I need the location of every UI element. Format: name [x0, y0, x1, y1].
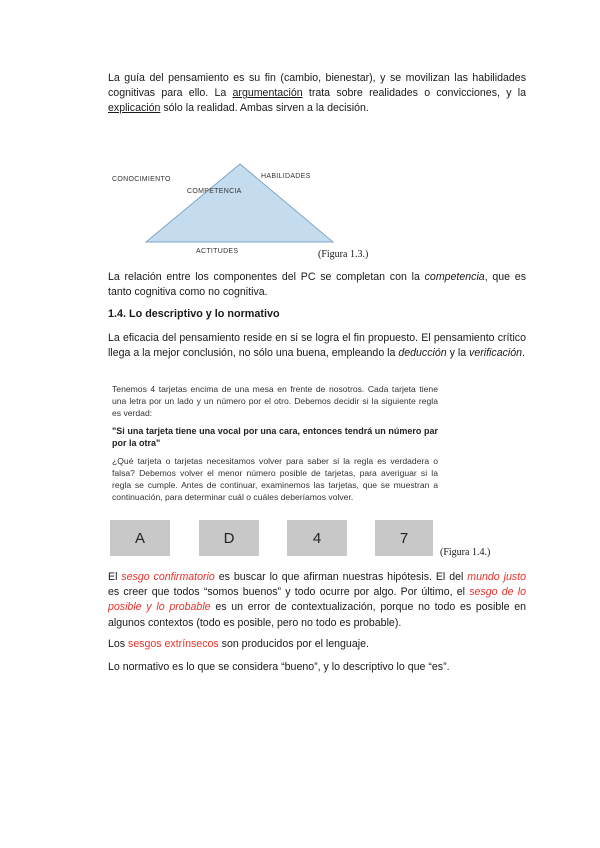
- card-a: A: [110, 520, 170, 556]
- figure-caption-1-3: (Figura 1.3.): [318, 249, 369, 260]
- term-sesgo-posible: sesgo de lo posible y lo probable: [108, 586, 526, 614]
- figure-caption-1-4: (Figura 1.4.): [440, 547, 491, 558]
- term-sesgo-confirmatorio: sesgo confirmatorio: [121, 571, 215, 583]
- puzzle-intro: Tenemos 4 tarjetas encima de una mesa en frente de nosotros. Cada tarjeta tiene una letra por un lado y un número por el otro. Debemos decidir si la siguiente regla es verdad:: [112, 384, 438, 418]
- competence-triangle-diagram: [108, 160, 348, 270]
- label-actitudes: ACTITUDES: [196, 248, 239, 255]
- explicacion-link[interactable]: explicación: [108, 102, 161, 115]
- label-competencia: COMPETENCIA: [187, 188, 242, 195]
- label-habilidades: HABILIDADES: [261, 173, 311, 180]
- card-7: 7: [375, 520, 433, 556]
- label-conocimiento: CONOCIMIENTO: [112, 176, 171, 183]
- puzzle-rule: "Si una tarjeta tiene una vocal por una cara, entonces tendrá un número par por la otra": [112, 426, 438, 448]
- term-mundo-justo: mundo justo: [467, 571, 526, 583]
- paragraph-intro: La guía del pensamiento es su fin (cambio, bienestar), y se movilizan las habilidades cognitivas para ello. La argumentación trata sobre realidades o convicciones, y la explicación sólo la realidad. Ambas sirven a la decisión.: [108, 72, 526, 115]
- paragraph-eficacia: La eficacia del pensamiento reside en si se logra el fin propuesto. El pensamiento crítico llega a la mejor conclusión, no sólo una buena, empleando la deducción y la verificación.: [108, 332, 526, 360]
- paragraph-competencia: La relación entre los componentes del PC se completan con la competencia, que es tanto cognitiva como no cognitiva.: [108, 271, 527, 299]
- card-puzzle-text: [112, 383, 438, 509]
- card-4: 4: [287, 520, 347, 556]
- argumentacion-link[interactable]: argumentación: [232, 87, 303, 100]
- paragraph-sesgos-extrinsecos: Los sesgos extrínsecos son producidos por el lenguaje.: [108, 638, 369, 650]
- term-sesgos-extrinsecos: sesgos extrínsecos: [128, 638, 219, 650]
- section-heading: 1.4. Lo descriptivo y lo normativo: [108, 308, 280, 320]
- card-d: D: [199, 520, 259, 556]
- paragraph-sesgos: El sesgo confirmatorio es buscar lo que afirman nuestras hipótesis. El del mundo justo es creer que todos “somos buenos” y todo ocurre por algo. Por último, el sesgo de lo posible y lo probable es un error de contextualización, porque no todo es posible en algunos contextos (todo es posible, pero no todo es probable).: [108, 571, 526, 629]
- paragraph-normativo: Lo normativo es lo que se considera “bueno”, y lo descriptivo lo que “es”.: [108, 661, 450, 673]
- puzzle-question: ¿Qué tarjeta o tarjetas necesitamos volver para saber si la regla es verdadera o falsa? Debemos volver el menor número posible de tarjetas, para averiguar si la regla se cumple. Antes de continuar, examinemos las tarjetas, que se muestran a continuación, para determinar cuál o cuáles deberíamos volver.: [112, 456, 438, 502]
